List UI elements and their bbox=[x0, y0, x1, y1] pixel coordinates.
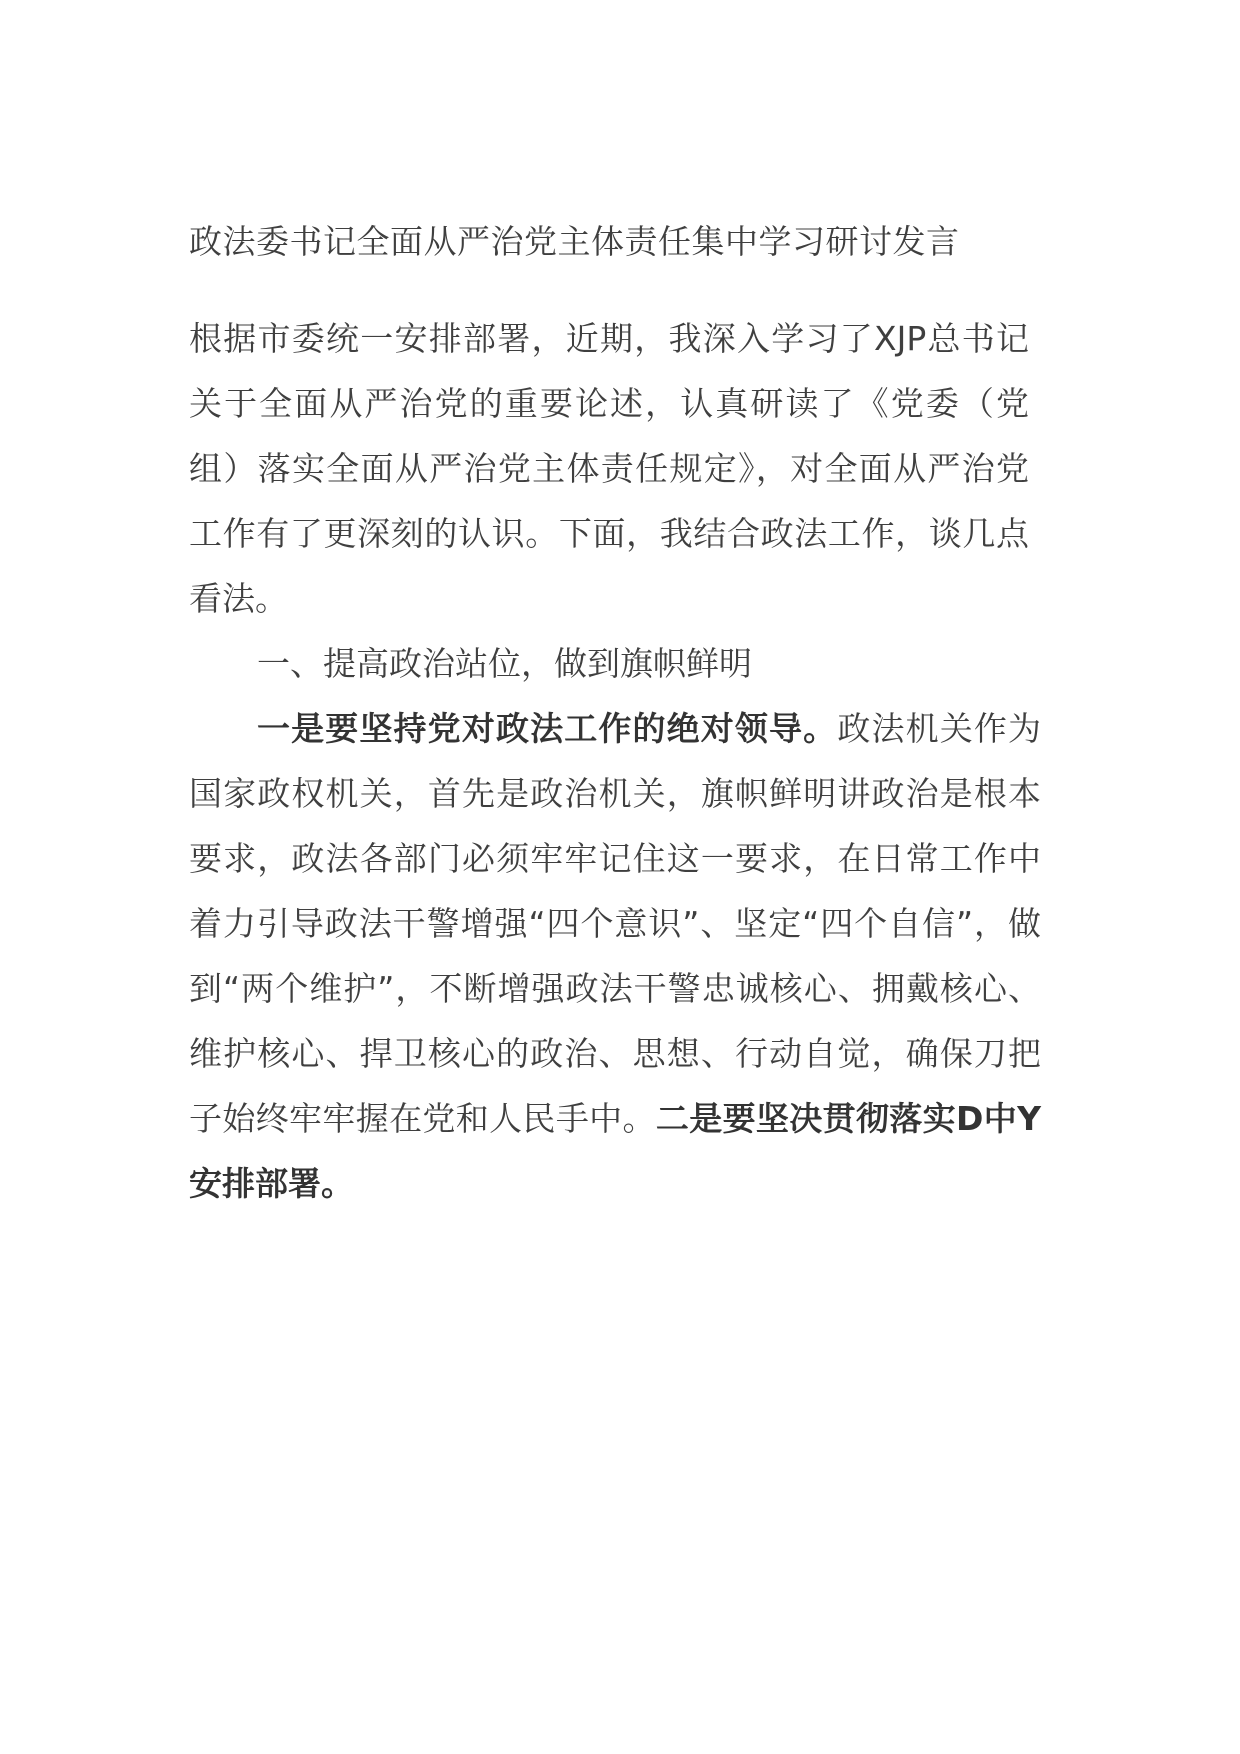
point-two-lead: 二是要坚决贯彻落实D中Y安排部署。 bbox=[189, 1099, 1041, 1203]
body-paragraph bbox=[189, 696, 1041, 1216]
point-one-text: 政法机关作为国家政权机关，首先是政治机关，旗帜鲜明讲政治是根本要求，政法各部门必须牢牢记住这一要求，在日常工作中着力引导政法干警增强“四个意识”、坚定“四个自信”，做到“两个维护”，不断增强政法干警忠诚核心、拥戴核心、维护核心、捍卫核心的政治、思想、行动自觉，确保刀把子始终牢牢握在党和人民手中。 bbox=[189, 709, 1042, 1138]
document-title: 政法委书记全面从严治党主体责任集中学习研讨发言 bbox=[189, 222, 960, 261]
section-heading: 一、提高政治站位，做到旗帜鲜明 bbox=[257, 644, 752, 683]
intro-paragraph: 根据市委统一安排部署，近期，我深入学习了XJP总书记关于全面从严治党的重要论述，认真研读了《党委（党组）落实全面从严治党主体责任规定》，对全面从严治党工作有了更深刻的认识。下面，我结合政法工作，谈几点看法。 bbox=[189, 319, 1029, 618]
document-body bbox=[189, 306, 1041, 1216]
point-one-lead: 一是要坚持党对政法工作的绝对领导。 bbox=[257, 709, 838, 748]
